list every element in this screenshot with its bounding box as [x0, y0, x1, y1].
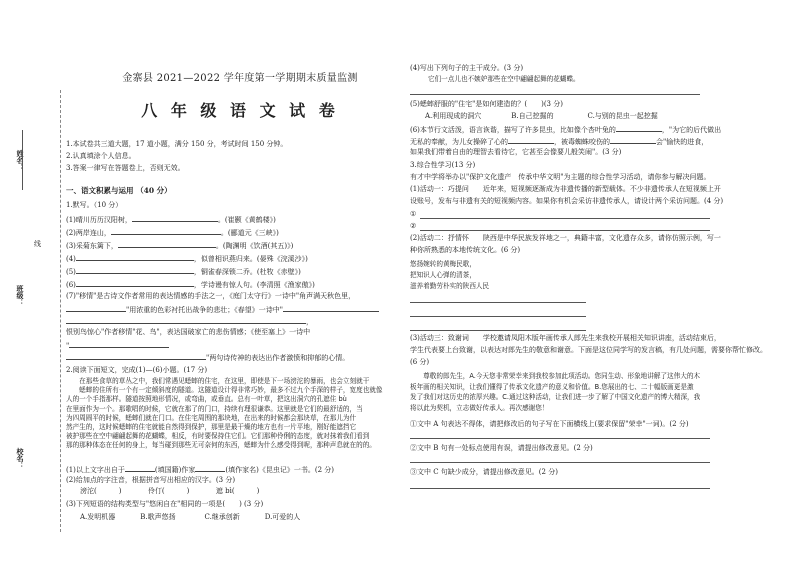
answer-line — [410, 438, 710, 439]
sub-question-1: (1)以上文字出自于 (填国籍)作家 (填作家名)《昆虫记》一书。(2 分) — [66, 466, 334, 474]
speech-line: 将以此为契机，立志做好传承人。再次感谢您！ — [410, 403, 549, 412]
dictation-item: (6) ，学诗谩有惊人句。(李清照《渔家傲》) — [66, 281, 315, 289]
reading-passage — [66, 377, 384, 451]
q7-line-1: (7)"移情"是古诗文作者常用的表达情感的手法之一，《庭门太守行》一诗中"角声满天秋色里， — [66, 292, 356, 300]
question-3-title: 3.综合性学习(13 分) — [410, 161, 476, 169]
option-b: B.歌声悠扬 — [140, 513, 176, 521]
q6-line-2: 无私的奉献，为儿女操碎了心的 ，被毒蜘蛛咬伤的 会"愉快的进食， — [410, 138, 709, 146]
activity-3-line: (6 分) — [410, 358, 430, 366]
passage-line: 为四周圆平的时候，蟋蟀们就在门口。在住宅周围的那块地，在出来的时候都会那块草，在那儿为什 — [66, 413, 357, 422]
exam-header: 金寨县 2021—2022 学年度第一学期期末质量监测 — [122, 73, 358, 84]
sub-q5-options — [425, 112, 658, 121]
answer-line — [410, 462, 710, 463]
activity-2-line: (2)活动二：抒情怀 陕西是中华民族发祥地之一，典籍丰富，文化遗存众多，请你仿照示例，写一 — [410, 234, 721, 242]
q7-line-5: " — [66, 340, 379, 352]
activity-3-line: 学生代表要上台致谢，以表达对郎先生的敬意和谢意。下面是这位同学写的发言稿，有几处问题，需要你帮忙修改。 — [410, 346, 767, 354]
activity-2-line: 种你所熟悉的本地传统文化。(6 分) — [410, 246, 521, 254]
q6-line-1: (6)本节行文活泼，语言诙谐，描写了许多昆虫，比如像个杏叶兔的 ，"为它的后代做出 — [410, 126, 722, 134]
speech-line: 板年画的相关知识，让我们懂得了传承文化遗产的意义和价值。B.您展出的七、二十幅版画更是激 — [410, 382, 694, 391]
passage-line: 被护那些在空中翩翩起舞的花蝴蝶，相反，有时要保持住它们。它们那种伶俐的态度，就对抹着我们看到 — [66, 432, 370, 441]
speech-line: 尊敬的郎先生，A.今天您非常荣幸来到我校参加此项活动。您同生动、形象地讲解了这伟大的木 — [410, 372, 701, 380]
passage-line: 在那些食草的草丛之中，我们常遇见蟋蟀的住宅，在这里，即使是下一场滂沱的暴雨，也会立刻就干 — [66, 377, 370, 385]
q7-line-3: ， — [66, 316, 379, 328]
answer-1-marker: ① — [410, 210, 417, 218]
option-a: A.发明机器 — [80, 513, 116, 521]
sub-question-4: (4)写出下列句子的主干成分。(3 分) — [410, 64, 524, 72]
activity-3-line: (3)活动三：致谢词 学校邀请凤阳木版年画传承人郎先生来我校开展相关知识讲座，活动结束后， — [410, 334, 721, 342]
q6-line-3: 如果我们带着自由的理智去看待它，它甚至会像要儿般笑闹"。(3 分) — [410, 148, 622, 156]
binding-dashed-line — [60, 90, 61, 532]
dictation-item: (1)晴川历历汉阳树， 。(崔颢《黄鹤楼》) — [66, 216, 276, 224]
pinyin-item: 滂沱( ) — [80, 487, 122, 495]
answer-line — [420, 230, 710, 231]
speech-line: 发了我们对这历史的浓厚兴趣。C.通过这种活动，让我们进一步了解了中国文化遗产的博大精深，我 — [410, 393, 701, 401]
answer-line — [410, 488, 710, 489]
dictation-item: (4) ，似曾相识燕归来。(晏殊《浣溪沙》) — [66, 255, 308, 263]
class-label: 班级： — [16, 285, 25, 306]
answer-line — [420, 218, 710, 219]
dictation-item: (3)采菊东篱下， 。(陶渊明《饮酒(其五)》) — [66, 242, 294, 250]
question-7 — [66, 292, 379, 364]
example-line: 滋养着勤劳朴实的陕西人民 — [410, 282, 490, 290]
answer-line — [410, 316, 586, 317]
dictation-item: (2)两岸连山， 。(郦道元《三峡》) — [66, 229, 279, 237]
option-b: B.自己挖掘的 — [511, 112, 554, 120]
activity-1 — [410, 185, 723, 209]
question-1-title: 1.默写。（10 分） — [66, 201, 123, 209]
passage-line: 在里面作为一个。那歌唱的时候，它就在那了的门口，持续有理很谦恭。这里就是它们的最舒适的，当 — [66, 404, 363, 413]
q7-line-2: "用浓重的色彩衬托出战争的悲壮；《春望》一诗中" — [66, 304, 379, 316]
sub-question-3: (3)下列短语的结构类型与"悠闲自在"相同的一项是( ) (3 分) — [66, 500, 264, 508]
passage-line: 那的那种体态在任何的身上，每当碰到那些无可奈何的东西，蟋蟀为什么感受得到呢，那种声息就在的的。 — [66, 441, 376, 450]
sub-question-6 — [410, 124, 721, 160]
exam-notes — [66, 140, 287, 173]
example-line: 悠扬婉转的黄梅民歌， — [410, 260, 476, 268]
activity-2 — [410, 234, 721, 258]
note-1: 1.本试卷共三道大题，17 道小题，满分 150 分，考试时间 150 分钟。 — [66, 140, 288, 148]
option-a: A.利用现成的洞穴 — [425, 112, 482, 120]
passage-line: 蟋蟀的住所有一个有一定倾斜度的隧道。这隧道设计得非常巧妙，最多不过九个手深的样子，宽度也就像 — [66, 386, 383, 395]
school-label: 校名： — [16, 448, 25, 469]
answer-line — [410, 330, 586, 331]
pinyin-item: 遮 bì( ) — [215, 487, 260, 495]
speech-text — [410, 372, 728, 414]
name-underline — [22, 130, 23, 190]
answer-line — [410, 302, 586, 303]
pinyin-row — [80, 487, 259, 496]
sub-question-5: (5)蟋蟀舒服的"住宅"是如何建造的？( )(3 分) — [410, 100, 563, 108]
option-c: C.继承创新 — [204, 513, 240, 521]
activity-1-line: 设账号，发布与非遗有关的短视频内容。如果你有机会采访非遗传承人，请设计两个采访问题。(4 分) — [410, 197, 724, 205]
sub-task-1: ①文中 A 句表达不得体，请把修改后的句子写在下面横线上(要求保留"荣幸"一词)。(2 分) — [410, 420, 689, 428]
sub-question-2: (2)给加点的字注音，根据拼音写出相应的汉字。(3 分) — [66, 476, 236, 484]
sub-task-2: ②文中 B 句有一处标点使用有误，请提出修改意见。(2 分) — [410, 444, 593, 452]
activity-3 — [410, 334, 767, 370]
example-line: 把知识人心弹的清茶， — [410, 271, 476, 279]
dictation-item: (5) ，铜雀春深锁二乔。(杜牧《赤壁》) — [66, 268, 301, 276]
activity-1-line: (1)活动一：巧提问 近年来，短视频逐渐成为非遗传播的新型载体。不少非遗传承人在短视频上开 — [410, 185, 721, 193]
note-3: 3.答案一律写在答题卷上，否则无效。 — [66, 164, 185, 172]
answer-2-marker: ② — [410, 222, 417, 230]
sentence-to-analyze: 它们一点儿也不嫉妒那些在空中翩翩起舞的花蝴蝶。 — [428, 75, 580, 83]
passage-line: 然产生的，这时候蟋蟀的住宅就能自然得到保护，那里是最干燥的地方也有一片平地，刚好能遮挡它 — [66, 423, 357, 432]
q7-line-4: 恨别鸟惊心"作者移情"花、鸟"，表达国破家亡的悲伤情感；《使至塞上》一诗中 — [66, 328, 311, 336]
options-row — [80, 513, 323, 522]
section-1-heading: 一、语文积累与运用 （40 分） — [66, 186, 172, 195]
example-verse — [410, 260, 489, 293]
option-c: C.与别的昆虫一起挖掘 — [587, 112, 658, 120]
dictation-list — [66, 214, 315, 292]
q7-line-6: "两句诗传神的表达出作者激愤和抑郁的心情。 — [66, 352, 379, 364]
binding-line-word: 线 — [34, 240, 41, 248]
option-d: D.可爱的人 — [264, 513, 301, 521]
activity-intro: 有才中学将举办以"保护文化遗产 传承中华文明"为主题的综合性学习活动，请你参与解决问题。 — [410, 173, 711, 181]
question-2-title: 2.阅读下面短文，完成(1)—(6)小题。(17 分) — [66, 366, 208, 374]
passage-line: 人的一个手指那样。隧道按照地形情况，或弯曲，或垂直。总有一叶草，把这出洞穴的孔遮住 bù — [66, 395, 347, 404]
name-label: 姓名： — [16, 150, 25, 171]
sub-task-3: ③文中 C 句缺少成分，请提出修改意见。(2 分) — [410, 468, 558, 476]
pinyin-item: 伶仃( ) — [147, 487, 190, 495]
note-2: 2.认真填涂个人信息。 — [66, 152, 136, 160]
answer-line — [410, 94, 700, 95]
exam-title: 八 年 级 语 文 试 卷 — [141, 101, 339, 120]
